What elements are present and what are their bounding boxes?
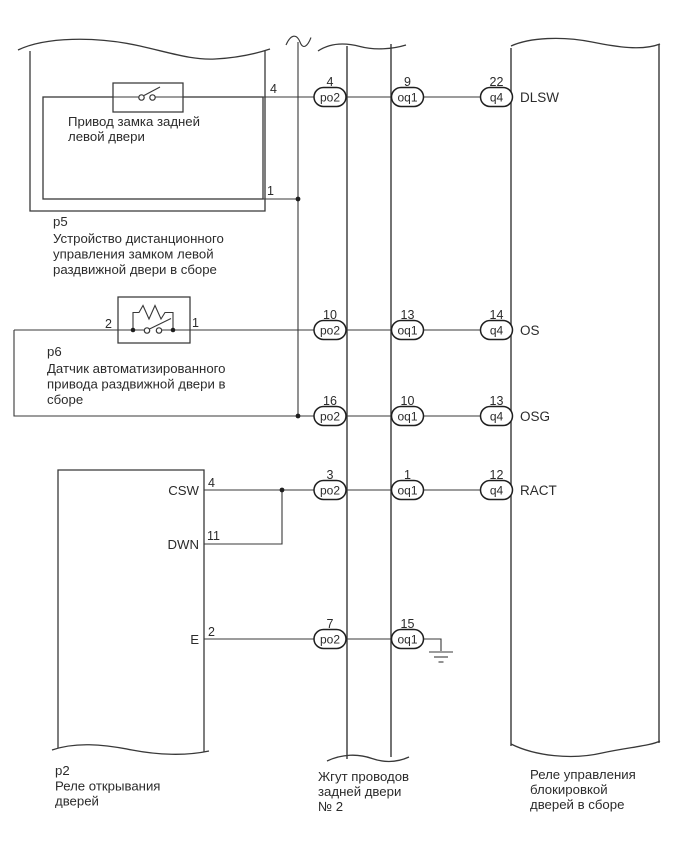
connector-label: q4: [489, 90, 504, 105]
pin-number: 12: [489, 468, 504, 482]
relay-texts: [530, 767, 636, 812]
signal-label-osg: OSG: [520, 409, 551, 424]
p5-ref: p5: [53, 214, 68, 229]
connector-oq1-row2: [392, 308, 424, 340]
p2-pin-label-csw: CSW: [168, 483, 199, 498]
p5-name-line3: раздвижной двери в сборе: [53, 262, 217, 277]
connector-label: oq1: [397, 323, 418, 338]
p6-switch-terminal-left: [144, 328, 149, 333]
pin-number: 3: [326, 468, 334, 482]
p6-pin-left-number: 2: [105, 317, 112, 331]
relay-name-line1: Реле управления: [530, 767, 636, 782]
signal-label-dlsw: DLSW: [520, 90, 560, 105]
pin-number: 10: [400, 394, 415, 408]
pin-number: 10: [323, 308, 337, 322]
p5-name-line2: управления замком левой: [53, 246, 214, 262]
signal-label-os: OS: [520, 323, 540, 338]
relay-name-line2: блокировкой: [530, 782, 608, 797]
p5-outer-box: [30, 51, 265, 211]
connector-oq1-row1: [392, 75, 424, 107]
connector-q4-row4: [481, 468, 513, 500]
harness-name-line1: Жгут проводов: [318, 769, 410, 784]
connector-q4-row1: [481, 75, 513, 107]
p2-torn-bottom-edge: [52, 745, 209, 755]
p6-component-box: [118, 297, 190, 343]
p6-sensor: [118, 297, 190, 343]
p5-texts: [53, 114, 224, 277]
junction-dot: [296, 414, 301, 419]
connector-q4-row2: [481, 308, 513, 340]
harness-name-line2: задней двери: [318, 784, 402, 799]
p5-name-line1: Устройство дистанционного: [53, 231, 224, 246]
pin-number: 14: [489, 308, 504, 322]
connector-label: po2: [319, 409, 341, 424]
p5-part-line1: Привод замка задней: [68, 114, 201, 129]
connector-label: q4: [489, 483, 504, 498]
pin-number: 7: [326, 617, 334, 631]
connector-label: po2: [319, 483, 341, 498]
p6-name-line2: привода раздвижной двери в: [47, 376, 226, 392]
p2-e-pin-number: 2: [208, 625, 215, 639]
pin-number: 13: [489, 394, 504, 408]
connector-po2-row5: [314, 617, 346, 649]
p5-pin-bottom-number: 1: [267, 184, 274, 198]
p5-part-line2: левой двери: [68, 129, 145, 144]
harness-texts: [318, 769, 409, 814]
connector-label: q4: [489, 323, 504, 338]
p2-name-line2: дверей: [55, 793, 99, 809]
connector-label: oq1: [397, 90, 418, 105]
connector-po2-row4: [314, 468, 346, 500]
p5-torn-top-edge: [18, 39, 270, 59]
harness-torn-bottom-edge: [327, 755, 409, 761]
junction-dot: [280, 488, 285, 493]
connector-oq1-row5: [392, 617, 424, 649]
p6-name-line3: сборе: [47, 392, 84, 407]
p6-node-left: [131, 328, 136, 333]
connector-oq1-row4: [392, 468, 424, 500]
p6-switch-terminal-right: [156, 328, 161, 333]
pin-number: 9: [404, 75, 411, 89]
p6-ref: p6: [47, 344, 62, 359]
junction-dots: [280, 197, 301, 493]
signal-label-ract: RACT: [520, 483, 557, 498]
connector-po2-row1: [314, 75, 346, 107]
p2-box: [58, 470, 204, 752]
p6-name-line1: Датчик автоматизированного: [47, 361, 226, 376]
connector-label: po2: [319, 632, 341, 647]
pin-number: 1: [404, 468, 411, 482]
harness-name-line3: № 2: [318, 799, 344, 814]
pin-number: 15: [400, 617, 415, 631]
ground-icon: [429, 652, 453, 662]
p5-switch-terminal-left: [139, 95, 144, 100]
connector-label: q4: [489, 409, 504, 424]
p2-dwn-pin-number: 11: [207, 529, 220, 543]
p2-pin-labels: [168, 483, 200, 647]
p2-pin-label-e: E: [190, 632, 199, 647]
p5-pin-top-number: 4: [270, 82, 277, 96]
pin-number: 22: [489, 75, 504, 89]
relay-name-line3: дверей в сборе: [530, 797, 625, 812]
connector-label: po2: [319, 90, 341, 105]
p6-node-right: [171, 328, 176, 333]
connector-oq1-row3: [392, 394, 424, 426]
p2-relay: [52, 470, 209, 754]
connector-label: oq1: [397, 409, 418, 424]
p2-name-line1: Реле открывания: [55, 778, 161, 794]
p6-texts: [47, 344, 226, 407]
connector-po2-row3: [314, 394, 346, 426]
connector-label: oq1: [397, 632, 418, 647]
pin-number: 4: [326, 75, 334, 89]
p2-ref: p2: [55, 763, 70, 778]
connector-po2-row2: [314, 308, 346, 340]
p2-csw-pin-number: 4: [208, 476, 215, 490]
p5-switch-terminal-right: [150, 95, 155, 100]
relay-torn-top-edge: [511, 38, 660, 47]
connector-q4-row3: [481, 394, 513, 426]
relay-torn-bottom-edge: [511, 741, 660, 756]
connector-label: po2: [319, 323, 341, 338]
pin-number: 13: [400, 308, 415, 322]
p2-pin-label-dwn: DWN: [167, 537, 199, 552]
harness-torn-top-edge: [318, 44, 406, 51]
lock-relay-box: [511, 38, 660, 756]
p2-texts: [55, 763, 160, 809]
junction-dot: [296, 197, 301, 202]
pin-number: 16: [323, 394, 337, 408]
connector-label: oq1: [397, 483, 418, 498]
p6-pin-right-number: 1: [192, 316, 199, 330]
